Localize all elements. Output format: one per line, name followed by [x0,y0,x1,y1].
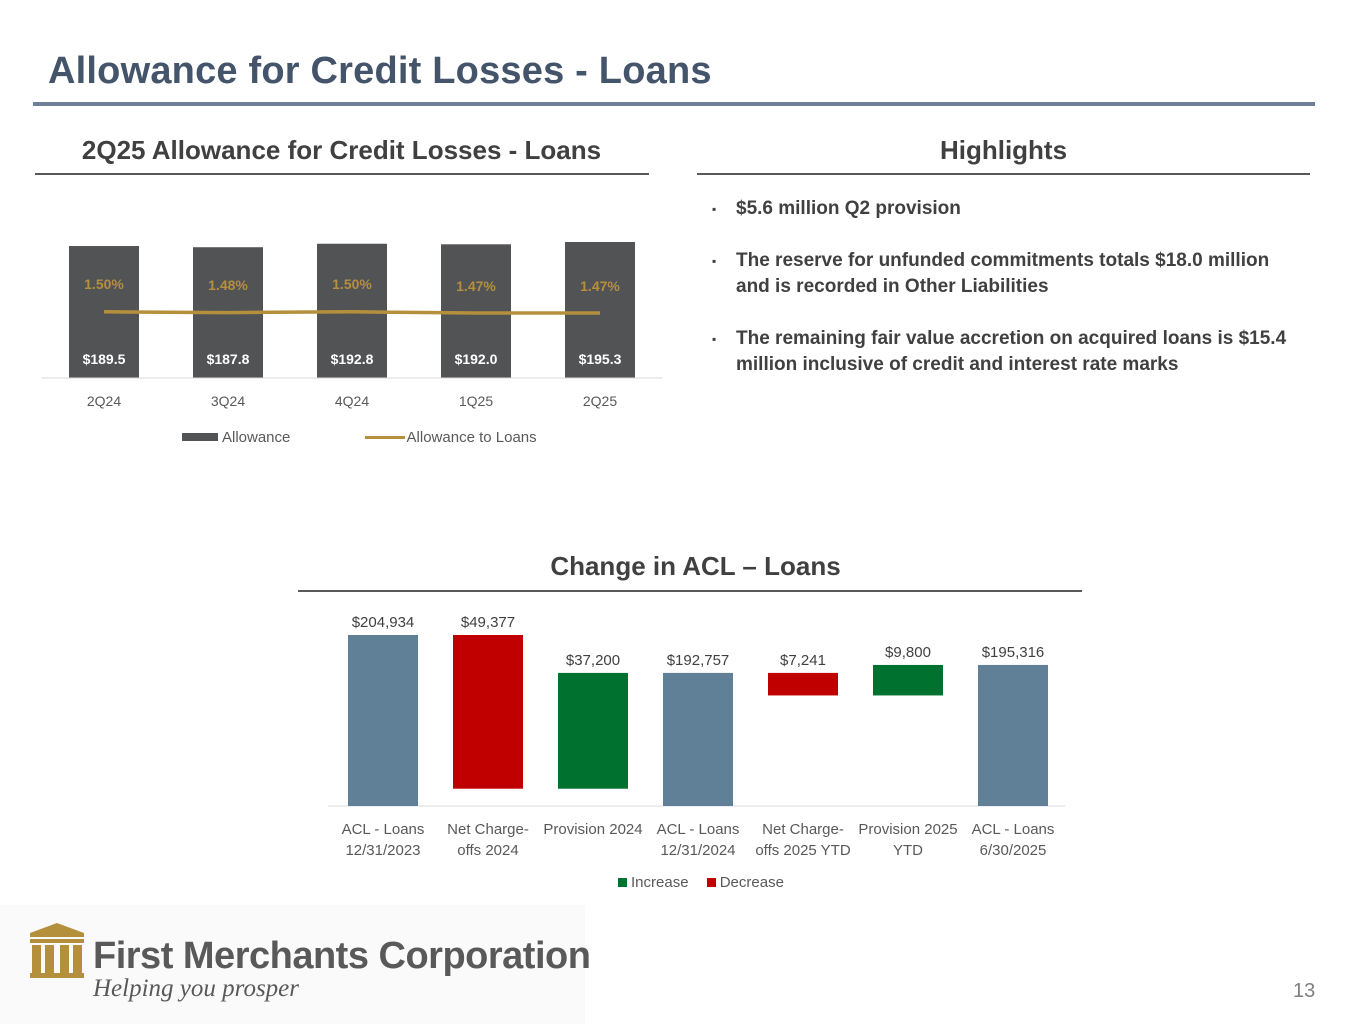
allowance-x-tick-label: 3Q24 [210,393,246,409]
waterfall-x-tick-label: ACL - Loans 6/30/2025 [971,821,1055,859]
highlight-item [712,248,1302,300]
waterfall-increase-bar [558,673,628,789]
legend-label-increase: Increase [631,873,689,891]
waterfall-chart [320,610,1080,870]
waterfall-total-bar [663,673,733,806]
highlights-rule [697,173,1310,175]
waterfall-data-label: $192,757 [666,651,730,669]
allowance-x-tick-label: 4Q24 [334,393,370,409]
bullet-icon: ▪ [712,332,717,346]
waterfall-decrease-bar [768,673,838,696]
legend-swatch-increase [618,878,627,887]
allowance-bar-label: $192.8 [330,351,374,367]
allowance-to-loans-label: 1.50% [332,276,372,292]
waterfall-x-tick-label: Net Charge-offs 2025 YTD [755,821,851,859]
waterfall-data-label: $204,934 [351,614,415,631]
waterfall-data-label: $49,377 [460,614,516,631]
allowance-section-title: 2Q25 Allowance for Credit Losses - Loans [81,135,602,165]
allowance-to-loans-label: 1.50% [84,276,124,292]
waterfall-x-tick-label: Provision 2024 [543,821,643,838]
legend-label-allowance: Allowance [222,428,291,446]
logo-tagline: Helping you prosper [93,975,299,1002]
legend-swatch-decrease [707,878,716,887]
allowance-bar-label: $189.5 [82,351,126,367]
allowance-to-loans-line [104,312,600,313]
allowance-section-rule [35,173,649,175]
allowance-bar-label: $187.8 [206,351,250,367]
highlight-text: $5.6 million Q2 provision [736,198,961,219]
allowance-bar-label: $195.3 [578,351,622,367]
highlights-title: Highlights [939,135,1068,165]
allowance-x-tick-label: 2Q24 [86,393,122,409]
logo-name: First Merchants Corporation [93,935,591,977]
legend-swatch-allowance-to-loans [365,436,405,439]
page-title: Allowance for Credit Losses - Loans [48,50,712,92]
allowance-bar-label: $192.0 [454,351,498,367]
waterfall-x-tick-label: Provision 2025 YTD [858,821,958,859]
waterfall-rule [298,590,1082,592]
allowance-to-loans-label: 1.48% [208,277,248,293]
waterfall-data-label: $7,241 [780,651,826,669]
allowance-to-loans-label: 1.47% [456,278,496,294]
highlight-item [712,196,1302,222]
allowance-to-loans-label: 1.47% [580,278,620,294]
highlight-text: The remaining fair value accretion on acquired loans is $15.4 million inclusive of credit and interest rate marks [736,328,1287,375]
waterfall-legend [618,873,784,891]
waterfall-x-tick-label: Net Charge-offs 2024 [447,821,529,859]
title-rule [33,102,1315,106]
company-logo [0,905,591,1024]
highlight-item [712,326,1302,378]
waterfall-total-bar [348,635,418,806]
waterfall-x-tick-label: ACL - Loans 12/31/2024 [656,821,740,859]
waterfall-decrease-bar [453,635,523,789]
highlight-text: The reserve for unfunded commitments totals $18.0 million and is recorded in Other Liabilities [736,250,1270,297]
legend-swatch-allowance [182,433,218,441]
waterfall-data-label: $37,200 [565,651,621,669]
legend-label-decrease: Decrease [719,873,784,891]
highlights-list [712,196,1302,404]
waterfall-x-tick-label: ACL - Loans 12/31/2023 [341,821,425,859]
allowance-legend [182,428,537,446]
allowance-chart [40,228,665,418]
page-number: 13 [1293,980,1316,1002]
waterfall-data-label: $9,800 [885,643,931,661]
bullet-icon: ▪ [712,254,717,268]
allowance-x-tick-label: 1Q25 [458,393,494,409]
waterfall-title: Change in ACL – Loans [550,551,841,581]
bullet-icon: ▪ [712,202,717,216]
waterfall-increase-bar [873,665,943,696]
building-icon [30,923,84,979]
legend-label-allowance-to-loans: Allowance to Loans [406,428,537,446]
waterfall-data-label: $195,316 [981,643,1045,661]
waterfall-total-bar [978,665,1048,806]
allowance-x-tick-label: 2Q25 [582,393,618,409]
